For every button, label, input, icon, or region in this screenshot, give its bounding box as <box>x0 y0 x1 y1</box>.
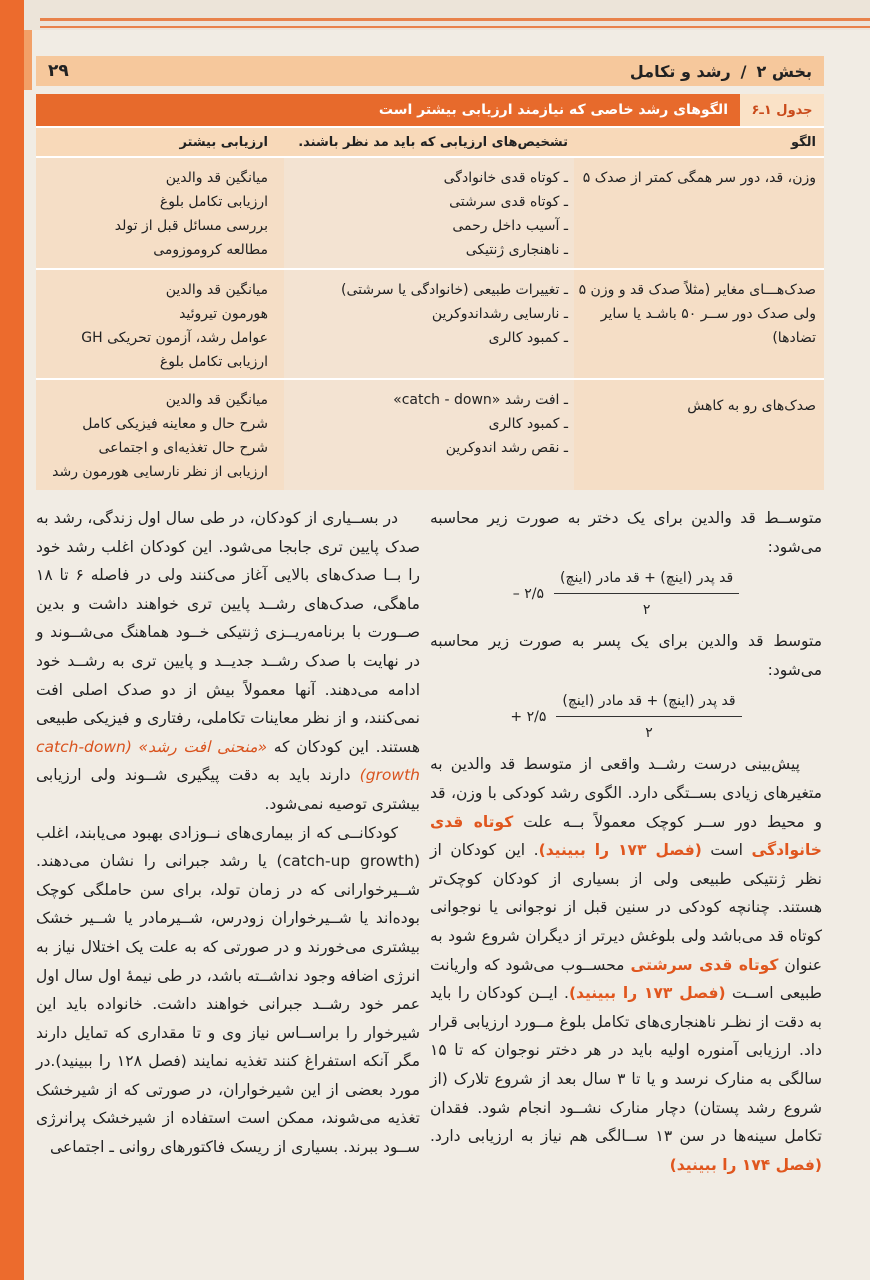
fraction-denominator: ۲ <box>645 724 653 741</box>
text-run: دارند باید به دقت پیگیری شــوند ولی ارزیابی بیشتری توصیه نمی‌شود. <box>36 766 420 813</box>
pattern-cell: وزن، قد، دور سر همگی کمتر از صدک ۵ <box>574 158 824 268</box>
col-header-diagnoses: تشخیص‌های ارزیابی که باید مد نظر باشند. <box>298 134 568 150</box>
table-title: الگوهای رشد خاصی که نیازمند ارزیابی بیشتر است <box>36 94 740 126</box>
evaluation-cell <box>36 380 284 490</box>
highlight-constitutional-short-stature: کوتاه قدی سرشتی <box>630 955 779 974</box>
growth-patterns-table <box>36 94 824 490</box>
diagnosis-item: ـ کوتاه قدی سرشتی <box>290 190 568 214</box>
evaluation-item: عوامل رشد، آزمون تحریکی GH <box>81 330 268 346</box>
text-run: . ایــن کودکان را باید به دقت از نظـر ناهنجاری‌های تکامل بلوغ مــورد ارزیابی قرار داد. ارزیابی آمنوره اولیه باید در هر دختر نوجوان که تا ۱۵ سالگی به منارک نرسد و یا تا ۳ سال بعد از شروع تلارک (از شروع رشد پستان) دچار منارک نشــود انجام شود. فقدان تکامل سینه‌ها در سن ۱۳ ســالگی هم نیاز به ارزیابی دارد. <box>430 984 822 1146</box>
highlight-familial-short-stature: کوتاه قدی خانوادگی <box>430 812 822 860</box>
table-header-row <box>36 126 824 156</box>
fraction-numerator: قد پدر (اینچ) + قد مادر (اینچ) <box>554 564 739 594</box>
evaluation-item: میانگین قد والدین <box>165 170 268 186</box>
fraction-numerator: قد پدر (اینچ) + قد مادر (اینچ) <box>556 687 741 717</box>
fraction <box>554 564 739 624</box>
table-row <box>36 378 824 490</box>
top-decoration <box>0 0 870 30</box>
table-label: جدول ۱ـ۶ <box>740 94 824 126</box>
diagnosis-item: ـ کوتاه قدی خانوادگی <box>290 166 568 190</box>
evaluation-item: مطالعه کروموزومی <box>153 242 268 258</box>
diagnoses-cell <box>284 380 574 490</box>
paragraph-prediction <box>430 750 822 1179</box>
highlight-catch-down-growth: «منحنی افت رشد» (catch-down growth) <box>36 737 420 785</box>
diagnosis-item: ـ کمبود کالری <box>290 412 568 436</box>
diagnosis-item: ـ نقص رشد اندوکرین <box>290 436 568 460</box>
chapter-reference: (فصل ۱۷۳ را ببینید) <box>538 841 702 860</box>
formula-operator: ۲/۵ + <box>510 709 547 726</box>
col-header-evaluation: ارزیابی بیشتر <box>179 134 268 150</box>
paragraph-catch-up: کودکانــی که از بیماری‌های نــوزادی بهبود می‌یابند، اغلب (catch-up growth) یا رشد جبرانی را نشان می‌دهند. شــیرخوارانی که در زمان تولد، برای سن حاملگی کوچک بوده‌اند یا شــیرخواران زودرس، شــیرمادر یا شــیر خشک بیشتری می‌خورند و در صورتی که به علت یک اختلال نیاز به انرژی اضافه وجود نداشــته باشد، در طی نیمهٔ اول سال اول عمر خود رشــد جبرانی خواهند داشت. خانواده باید این شیرخوار را براســاس نیاز وی و تا مقداری که تمایل دارند مگر آنکه استفراغ کنند تغذیه نمایند (فصل ۱۲۸ را ببینید).در مورد بعضی از این شیرخواران، در صورتی که از شیرخشک تغذیه می‌شوند، ممکن است استفاده از شیرخشک پرانرژی ســود ببرند. بسیاری از ریسک فاکتورهای روانی ـ اجتماعی <box>36 823 421 1157</box>
evaluation-item: هورمون تیروئید <box>179 306 268 322</box>
text-run: پیش‌بینی درست رشــد واقعی از متوسط قد والدین به متغیرهای زیادی بســتگی دارد. الگوی رشد کودکی با وزن، قد و محیط دور ســر کوچک معمولاً بــه علت <box>430 755 823 831</box>
text-run: محســوب می‌شود که واریانت طبیعی اســت <box>430 955 822 1003</box>
evaluation-item: ارزیابی تکامل بلوغ <box>159 354 268 370</box>
left-text-column <box>36 504 420 1162</box>
chapter-reference: (فصل ۱۷۴ را ببینید) <box>669 1155 822 1174</box>
top-rule-1 <box>40 18 870 21</box>
diagnosis-item: ـ افت رشد «catch - down» <box>290 388 568 412</box>
evaluation-item: ارزیابی تکامل بلوغ <box>159 194 268 210</box>
formula-operator: ۲/۵ – <box>512 585 544 602</box>
formula-girl <box>430 561 822 627</box>
col-header-pattern: الگو <box>790 134 816 150</box>
left-margin-bar <box>0 0 24 1280</box>
page-number: ۲۹ <box>48 61 69 81</box>
evaluation-item: ارزیابی از نظر نارسایی هورمون رشد <box>52 464 268 480</box>
evaluation-item: شرح حال تغذیه‌ای و اجتماعی <box>98 440 268 456</box>
table-row <box>36 268 824 378</box>
diagnosis-item: ـ آسیب داخل رحمی <box>290 214 568 238</box>
chapter-reference: (فصل ۱۷۳ را ببینید) <box>568 984 726 1003</box>
evaluation-item: بررسی مسائل قبل از تولد <box>114 218 268 234</box>
table-row <box>36 156 824 268</box>
diagnosis-item: ـ نارسایی رشداندوکرین <box>290 302 568 326</box>
evaluation-cell <box>36 158 284 268</box>
evaluation-item: شرح حال و معاینه فیزیکی کامل <box>82 416 268 432</box>
diagnoses-cell <box>284 158 574 268</box>
header-separator: / <box>740 61 747 81</box>
formula-boy <box>430 684 822 750</box>
paragraph-boy-height: متوسط قد والدین برای یک پسر به صورت زیر محاسبه می‌شود: <box>430 632 822 679</box>
pattern-cell: صدک‌های رو به کاهش <box>574 380 824 490</box>
section-label: بخش ۲ <box>756 61 812 81</box>
text-run: است <box>701 841 752 860</box>
pattern-cell: صدک‌هـــای مغایر (مثلاً صدک قد و وزن ۵ ولی صدک دور ســر ۵۰ باشـد یا سایر تضادها) <box>574 270 824 378</box>
diagnosis-item: ـ ناهنجاری ژنتیکی <box>290 238 568 262</box>
chapter-title: رشد و تکامل <box>629 61 731 81</box>
paragraph-girl-height: متوســط قد والدین برای یک دختر به صورت زیر محاسبه می‌شود: <box>430 509 822 556</box>
evaluation-cell <box>36 270 284 378</box>
text-run: در بســیاری از کودکان، در طی سال اول زندگی، رشد به صدک پایین تری جابجا می‌شود. این کودکان اغلب رشد خود را بــا صدک‌های بالایی آغاز می‌کنند ولی در فاصله ۶ تا ۱۸ ماهگی، صدک‌های رشــد پایین تری خواهند داشت و بدین صــورت با برنامه‌ریــزی ژنتیکی خــود هماهنگ می‌شــوند و در نهایت با صدک رشــد جدیــد و پایین تری به رشــد خود ادامه می‌دهند. آنها معمولاً بیش از دو صدک اصلی افت نمی‌کنند، و از نظر معاینات تکاملی، رفتاری و فیزیکی طبیعی هستند. این کودکان که <box>36 509 421 756</box>
diagnoses-cell <box>284 270 574 378</box>
top-rule-2 <box>40 26 870 28</box>
left-margin-accent <box>24 30 32 90</box>
chapter-heading <box>630 62 812 81</box>
running-header <box>36 56 824 86</box>
fraction-denominator: ۲ <box>642 601 651 618</box>
paragraph-catch-down <box>36 504 420 819</box>
diagnosis-item: ـ کمبود کالری <box>290 326 568 350</box>
table-title-bar <box>36 94 824 126</box>
text-run: . این کودکان از نظر ژنتیکی طبیعی ولی از بسیاری از کودکان کوچک‌تر هستند. چنانچه کودکی در سنین قبل از نوجوانی یا نوجوانی کوتاه قد می‌باشد ولی بلوغش دیرتر از دیگران شروع شود به عنوان <box>430 841 822 974</box>
evaluation-item: میانگین قد والدین <box>165 282 268 298</box>
right-text-column <box>430 504 822 1179</box>
diagnosis-item: ـ تغییرات طبیعی (خانوادگی یا سرشتی) <box>290 278 568 302</box>
fraction <box>556 687 741 747</box>
evaluation-item: میانگین قد والدین <box>165 392 268 408</box>
